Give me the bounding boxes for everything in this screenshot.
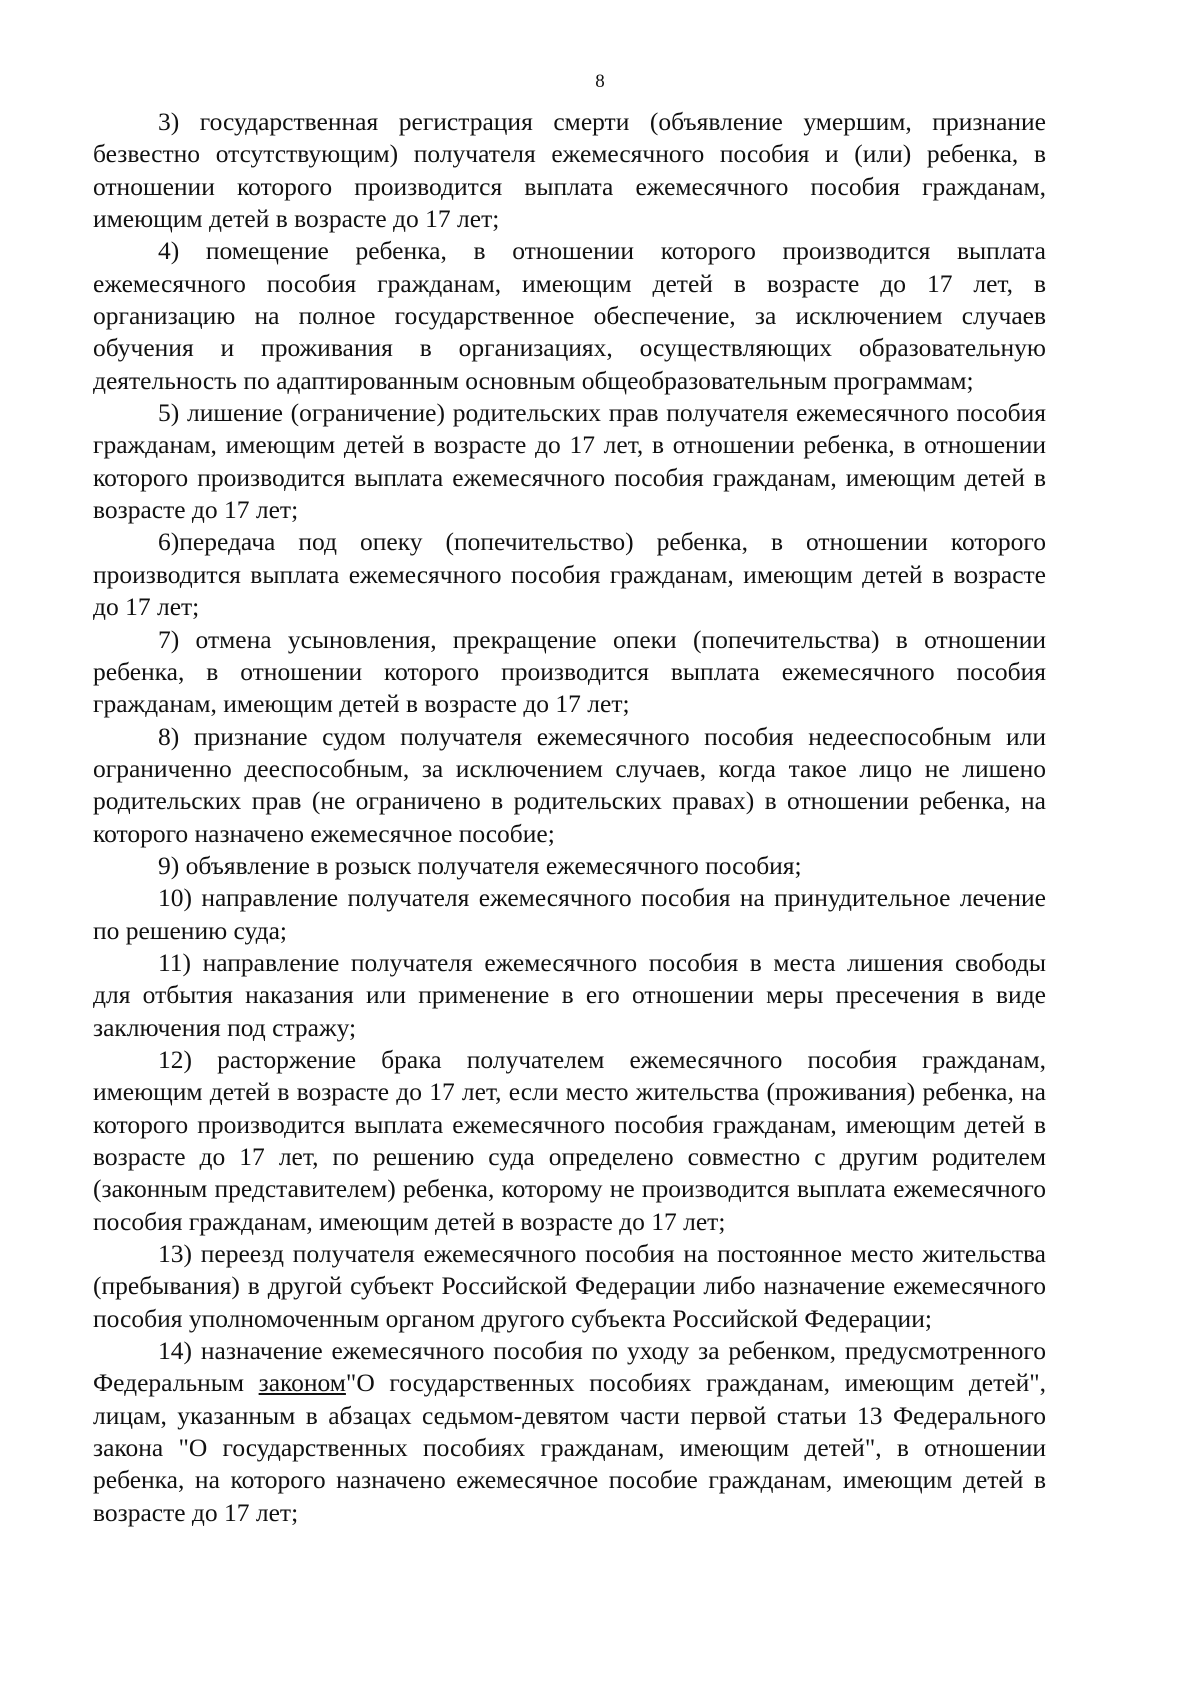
list-item-14 bbox=[93, 1335, 1046, 1529]
document-body bbox=[93, 106, 1046, 1529]
list-item-10: 10) направление получателя ежемесячного пособия на принудительное лечение по решению суда; bbox=[93, 883, 1046, 945]
list-item-5: 5) лишение (ограничение) родительских прав получателя ежемесячного пособия гражданам, имеющим детей в возрасте до 17 лет, в отношении ребенка, в отношении которого производится выплата ежемесячного пособия гражданам, имеющим детей в возрасте до 17 лет; bbox=[93, 398, 1046, 525]
list-item-14-text-start: 14) назначение ежемесячного пособия по уходу за ребенком, предусмотренного Федеральным bbox=[93, 1336, 1046, 1398]
list-item-6: 6)передача под опеку (попечительство) ребенка, в отношении которого производится выплата ежемесячного пособия гражданам, имеющим детей в возрасте до 17 лет; bbox=[93, 527, 1046, 622]
list-item-8: 8) признание судом получателя ежемесячного пособия недееспособным или ограниченно дееспособным, за исключением случаев, когда такое лицо не лишено родительских прав (не ограничено в родительских правах) в отношении ребенка, на которого назначено ежемесячное пособие; bbox=[93, 721, 1046, 848]
federal-law-link[interactable]: законом bbox=[258, 1368, 346, 1398]
list-item-3: 3) государственная регистрация смерти (объявление умершим, признание безвестно отсутствующим) получателя ежемесячного пособия и (или) ребенка, в отношении которого производится выплата ежемесячного пособия гражданам, имеющим детей в возрасте до 17 лет; bbox=[93, 107, 1046, 234]
list-item-12: 12) расторжение брака получателем ежемесячного пособия гражданам, имеющим детей в возрасте до 17 лет, если место жительства (проживания) ребенка, на которого производится выплата ежемесячного пособия гражданам, имеющим детей в возрасте до 17 лет, по решению суда определено совместно с другим родителем (законным представителем) ребенка, которому не производится выплата ежемесячного пособия гражданам, имеющим детей в возрасте до 17 лет; bbox=[93, 1044, 1046, 1236]
list-item-11: 11) направление получателя ежемесячного пособия в места лишения свободы для отбытия наказания или применение в его отношении меры пресечения в виде заключения под стражу; bbox=[93, 947, 1046, 1042]
list-item-7: 7) отмена усыновления, прекращение опеки (попечительства) в отношении ребенка, в отношении которого производится выплата ежемесячного пособия гражданам, имеющим детей в возрасте до 17 лет; bbox=[93, 624, 1046, 719]
list-item-9: 9) объявление в розыск получателя ежемесячного пособия; bbox=[158, 850, 802, 880]
list-item-4: 4) помещение ребенка, в отношении которого производится выплата ежемесячного пособия гражданам, имеющим детей в возрасте до 17 лет, в организацию на полное государственное обеспечение, за исключением случаев обучения и проживания в организациях, осуществляющих образовательную деятельность по адаптированным основным общеобразовательным программам; bbox=[93, 236, 1046, 395]
list-item-14-text-end: "О государственных пособиях гражданам, имеющим детей", лицам, указанным в абзацах седьмом-девятом части первой статьи 13 Федерального закона "О государственных пособиях гражданам, имеющим детей", в отношении ребенка, на которого назначено ежемесячное пособие гражданам, имеющим детей в возрасте до 17 лет; bbox=[93, 1368, 1047, 1527]
page-number: 8 bbox=[595, 71, 605, 92]
list-item-13: 13) переезд получателя ежемесячного пособия на постоянное место жительства (пребывания) в другой субъект Российской Федерации либо назначение ежемесячного пособия уполномоченным органом другого субъекта Российской Федерации; bbox=[93, 1239, 1046, 1333]
